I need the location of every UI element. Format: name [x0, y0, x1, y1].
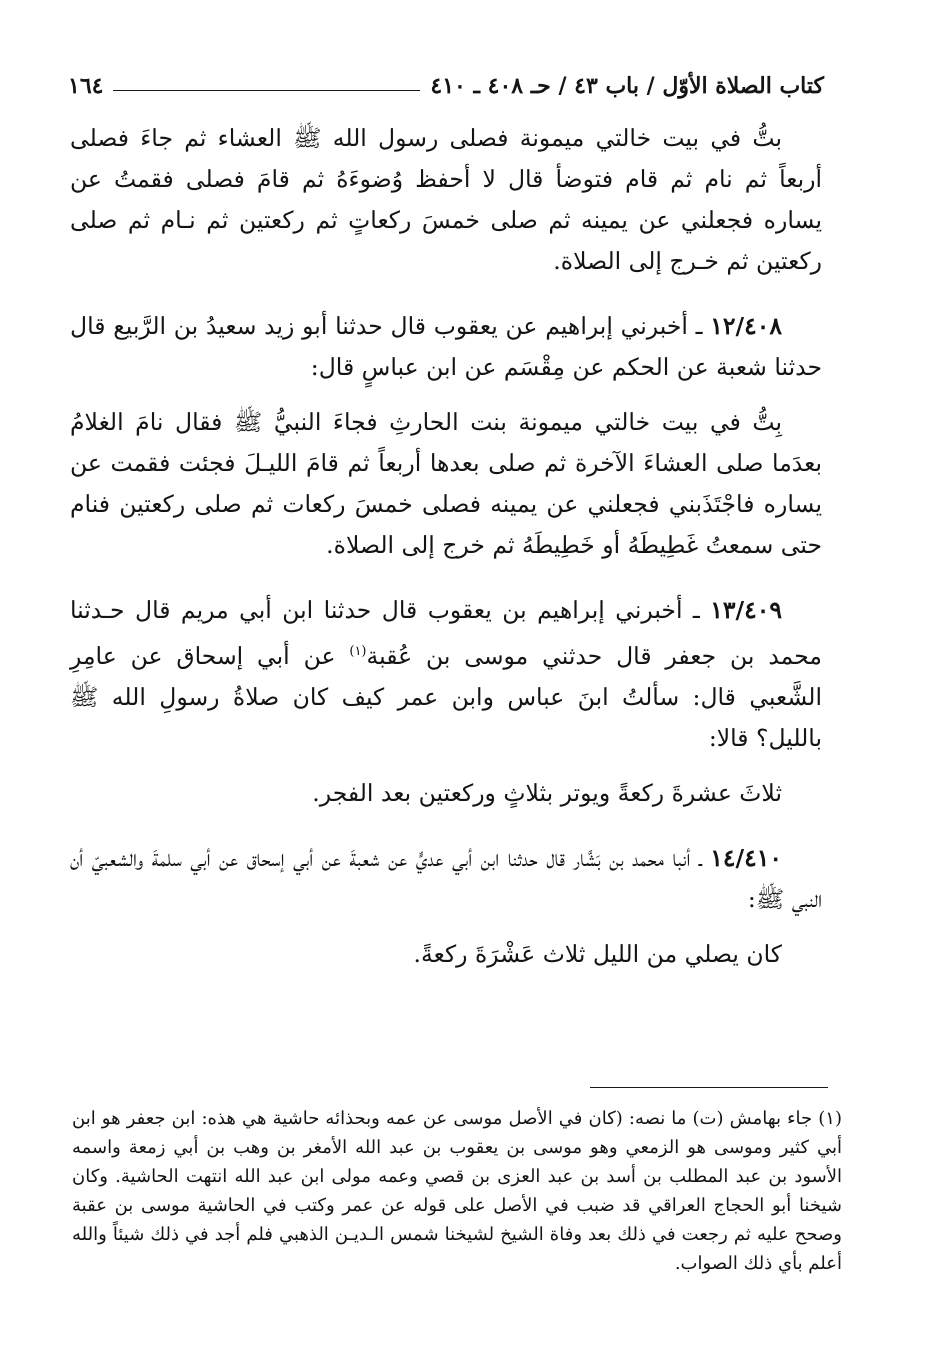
hadith-409-isnad-text-a: ـ أخبرني إبراهيم بن يعقوب قال حدثنا ابن أبي مريم قال حـدثنا محمد بن جعفر قال حدثني موسى بن عُقبة — [70, 596, 822, 670]
footnote-separator — [590, 1087, 828, 1088]
header-rule — [113, 90, 420, 91]
hadith-410-number: ١٤/٤١٠ — [710, 843, 782, 872]
footnote-text: (١) جاء بهامش (ت) ما نصه: (كان في الأصل موسى عن عمه وبحذائه حاشية هي هذه: ابن جعفر هو ابن أبي كثير وموسى هو الزمعي وهو موسى بن يعقوب بن عبد الله الأمغر بن وهب بن أبي زمعة واسمه الأسود بن عبد المطلب بن أسد بن عبد العزى بن قصي وعمه مولى ابن عبد الله انتهت الحاشية. وكان شيخنا أبو الحجاج العراقي قد ضبب في الأصل على قوله عن عمر وكتب في الحاشية موسى بن عقبة وصحح عليه ثم رجعت في ذلك بعد وفاة الشيخ لشيخنا شمس الـديـن الذهبي فلم أجد في ذلك شيئاً والله أعلم بأي ذلك الصواب. — [72, 1108, 842, 1274]
page-number: ١٦٤ — [68, 73, 104, 99]
hadith-410-isnad — [70, 838, 822, 920]
continued-matn — [70, 118, 822, 282]
continued-matn-text: بتُّ في بيت خالتي ميمونة فصلى رسول الله ﷺ العشاء ثم جاءَ فصلى أربعاً ثم نام ثم قام فتوضأ قال لا أحفظ وُضوءَهُ ثم قامَ فصلى فقمتُ عن يساره فجعلني عن يمينه ثم صلى خمسَ ركعاتٍ ثم ركعتين ثم نـام ثم صلى ركعتين ثم خـرج إلى الصلاة. — [70, 124, 822, 275]
footnote — [72, 1104, 842, 1278]
hadith-410-matn — [70, 934, 822, 975]
hadith-409-number: ١٣/٤٠٩ — [710, 596, 782, 624]
hadith-408-isnad-text: ـ أخبرني إبراهيم عن يعقوب قال حدثنا أبو زيد سعيدُ بن الرَّبيع قال حدثنا شعبة عن الحكم عن مِقْسَم عن ابن عباسٍ قال: — [70, 312, 822, 381]
hadith-410-matn-text: كان يصلي من الليل ثلاث عَشْرَةَ ركعةً. — [413, 939, 782, 968]
header-title: كتاب الصلاة الأوّل / باب ٤٣ / حـ ٤٠٨ ـ ٤١٠ — [430, 73, 824, 99]
hadith-410-isnad-text: ـ أنبا محمد بن بَشَّار قال حدثنا ابن أبي عديٍّ عن شعبةَ عن أبي إسحاق عن أبي سلمةَ والشعبيّ أن النبي ﷺ: — [70, 843, 822, 913]
hadith-409-isnad-text-b: عن أبي إسحاق عن عامِرِ الشَّعبي قال: سألتُ ابنَ عباس وابن عمر كيف كان صلاةُ رسولِ الله ﷺ بالليل؟ قالا: — [70, 641, 822, 752]
hadith-408-number: ١٢/٤٠٨ — [710, 312, 782, 340]
hadith-408-isnad — [70, 306, 822, 388]
main-text — [70, 118, 822, 999]
hadith-409-matn — [70, 773, 822, 814]
hadith-408-matn-text: بِتُّ في بيت خالتي ميمونة بنت الحارثِ فجاءَ النبيُّ ﷺ فقال نامَ الغلامُ بعدَما صلى العشاءَ الآخرة ثم صلى بعدها أربعاً ثم قامَ الليـلَ فجئت فقمت عن يساره فاجْتَذَبني فجعلني عن يمينه فصلى خمسَ ركعات ثم صلى ركعتين فنام حتى سمعتُ غَطِيطَهُ أو خَطِيطَهُ ثم خرج إلى الصلاة. — [70, 408, 822, 559]
hadith-409-isnad — [70, 590, 822, 759]
hadith-409-matn-text: ثلاثَ عشرةَ ركعةً ويوتر بثلاثٍ وركعتين بعد الفجر. — [312, 778, 782, 807]
footnote-marker: (١) — [349, 644, 367, 659]
hadith-408-matn — [70, 402, 822, 566]
running-header — [68, 66, 824, 106]
